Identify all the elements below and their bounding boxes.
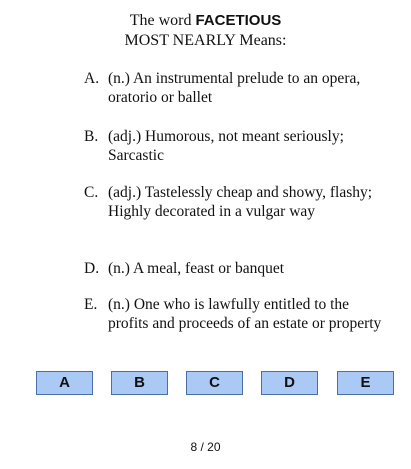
answer-button-a[interactable]: A [36, 371, 93, 395]
question-line-2: MOST NEARLY Means: [124, 32, 287, 49]
option-text: (adj.) Humorous, not meant seriously; Sarcastic [108, 128, 344, 164]
option-letter: A. [84, 70, 100, 87]
option-text: (n.) A meal, feast or banquet [108, 260, 285, 277]
answer-button-bar [0, 371, 411, 397]
answer-button-c[interactable]: C [186, 371, 243, 395]
option-text: (n.) One who is lawfully entitled to the profits and proceeds of an estate or property [108, 296, 382, 332]
option-letter: D. [84, 260, 100, 277]
answer-button-e[interactable]: E [337, 371, 394, 395]
question-word: FACETIOUS [195, 12, 282, 29]
answer-button-d[interactable]: D [261, 371, 318, 395]
option-letter: B. [84, 128, 99, 145]
answer-button-b[interactable]: B [111, 371, 168, 395]
option-letter: C. [84, 184, 99, 201]
question-prefix: The word [129, 12, 192, 29]
option-letter: E. [84, 296, 98, 313]
page-counter: 8 / 20 [190, 440, 221, 454]
option-text: (n.) An instrumental prelude to an opera, oratorio or ballet [108, 70, 361, 106]
option-text: (adj.) Tastelessly cheap and showy, flashy; Highly decorated in a vulgar way [108, 184, 373, 220]
